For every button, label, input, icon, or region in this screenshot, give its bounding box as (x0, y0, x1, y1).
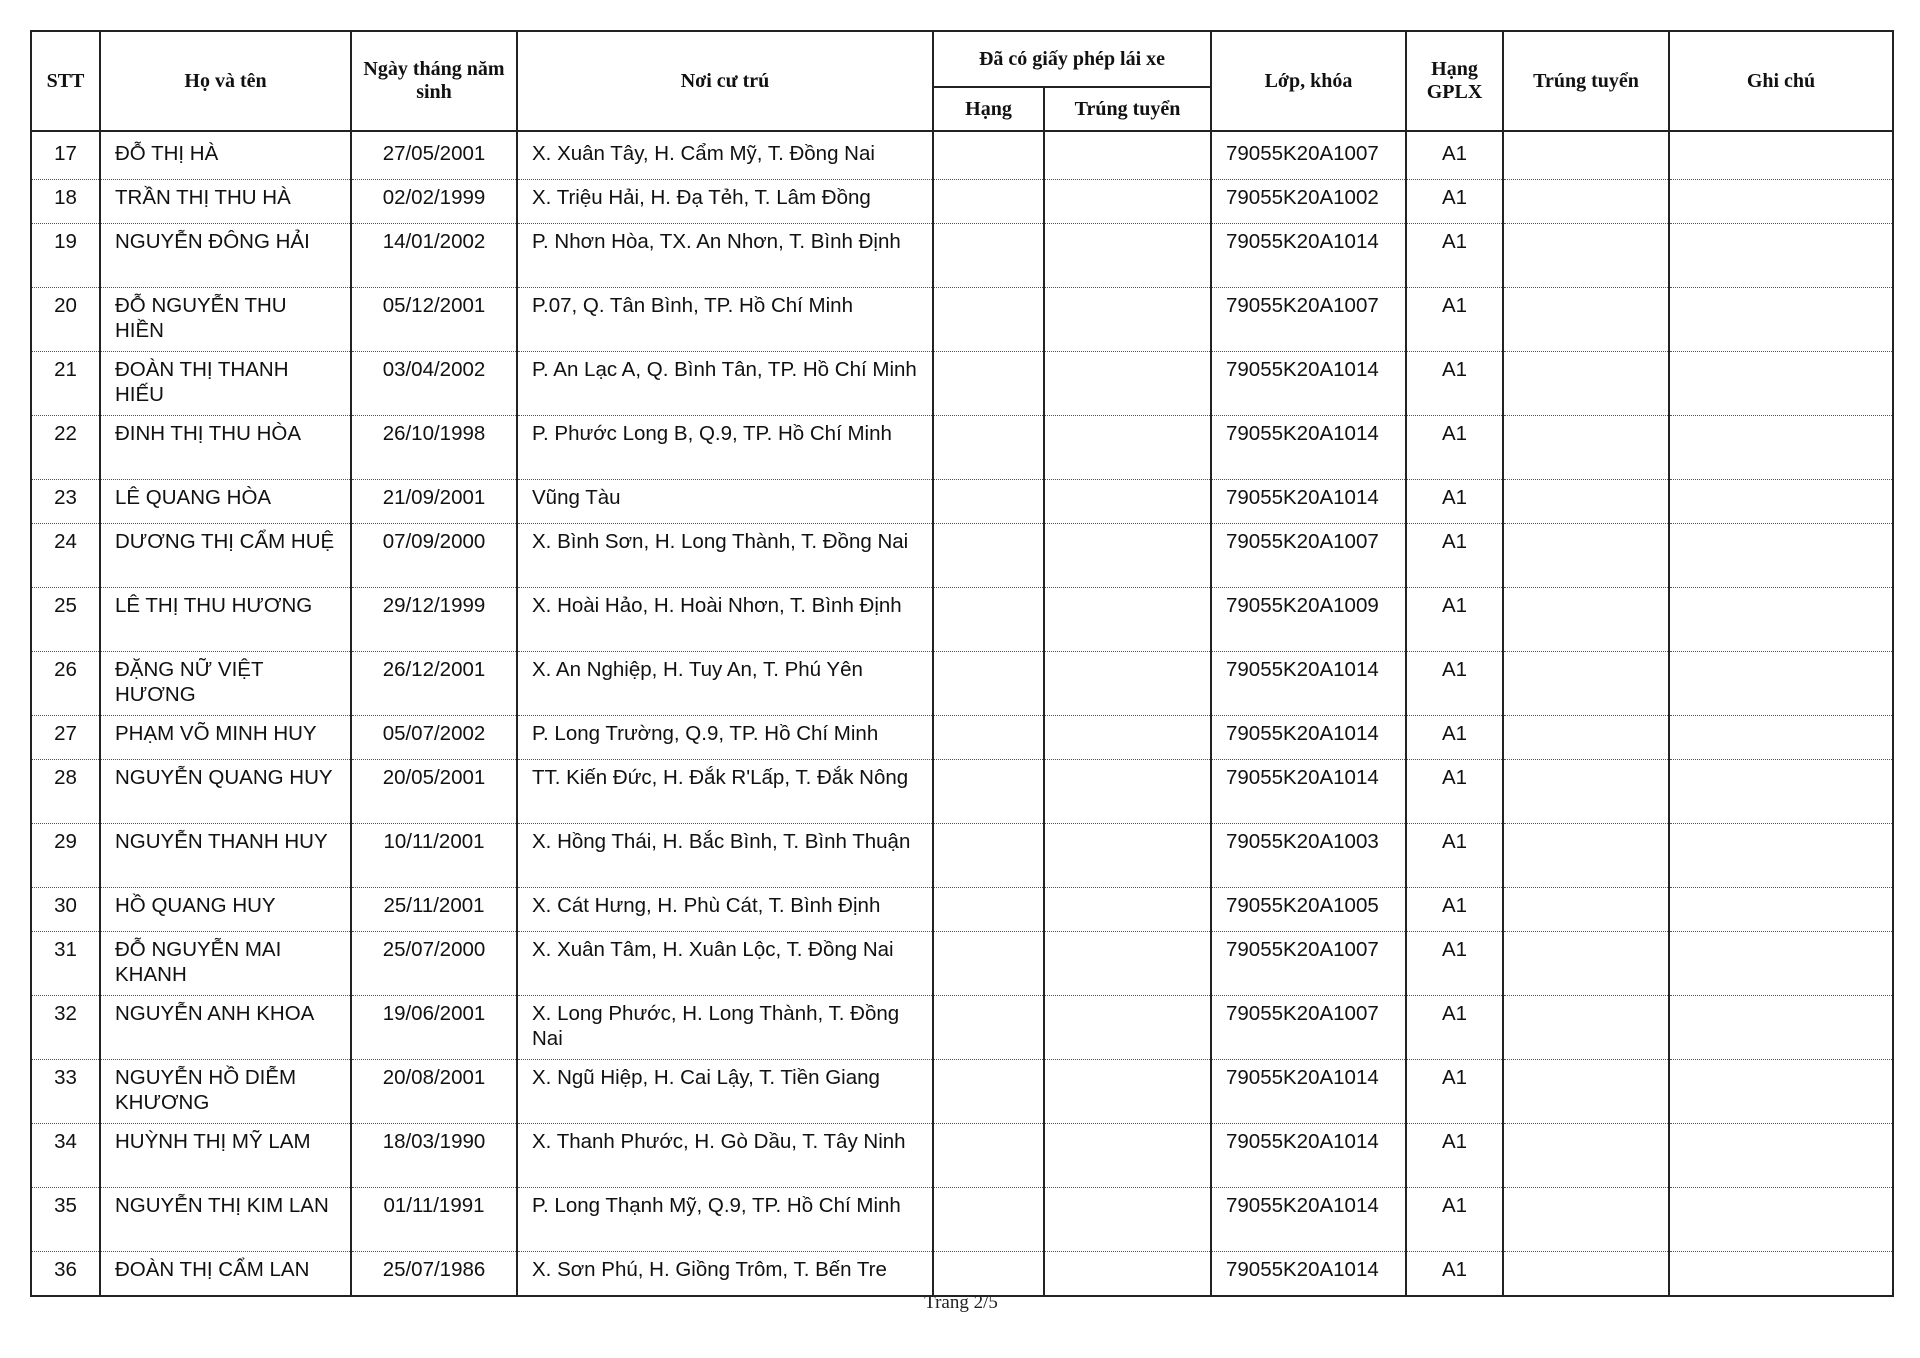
cell-stt: 17 (31, 131, 100, 180)
cell-stt: 23 (31, 480, 100, 524)
cell-address: X. Hồng Thái, H. Bắc Bình, T. Bình Thuận (517, 824, 933, 888)
cell-gplx: A1 (1406, 716, 1503, 760)
cell-name: ĐẶNG NỮ VIỆT HƯƠNG (100, 652, 351, 716)
cell-license-pass (1044, 480, 1211, 524)
cell-license-class (933, 760, 1044, 824)
cell-dob: 27/05/2001 (351, 131, 517, 180)
cell-address: X. An Nghiệp, H. Tuy An, T. Phú Yên (517, 652, 933, 716)
cell-name: LÊ THỊ THU HƯƠNG (100, 588, 351, 652)
cell-name: NGUYỄN THỊ KIM LAN (100, 1188, 351, 1252)
cell-class-course: 79055K20A1005 (1211, 888, 1406, 932)
cell-note (1669, 996, 1893, 1060)
cell-address: P.07, Q. Tân Bình, TP. Hồ Chí Minh (517, 288, 933, 352)
cell-address: X. Thanh Phước, H. Gò Dầu, T. Tây Ninh (517, 1124, 933, 1188)
cell-pass (1503, 1060, 1669, 1124)
cell-note (1669, 288, 1893, 352)
cell-stt: 31 (31, 932, 100, 996)
driver-license-table (30, 30, 1894, 1297)
cell-gplx: A1 (1406, 652, 1503, 716)
cell-license-class (933, 824, 1044, 888)
cell-license-class (933, 352, 1044, 416)
cell-name: NGUYỄN HỒ DIỄM KHƯƠNG (100, 1060, 351, 1124)
cell-address: X. Long Phước, H. Long Thành, T. Đồng Nai (517, 996, 933, 1060)
cell-license-pass (1044, 416, 1211, 480)
cell-address: X. Xuân Tâm, H. Xuân Lộc, T. Đồng Nai (517, 932, 933, 996)
cell-name: ĐỖ NGUYỄN MAI KHANH (100, 932, 351, 996)
cell-license-class (933, 652, 1044, 716)
cell-stt: 26 (31, 652, 100, 716)
cell-license-class (933, 716, 1044, 760)
table-body (31, 131, 1893, 1296)
cell-dob: 02/02/1999 (351, 180, 517, 224)
table-row (31, 1188, 1893, 1252)
cell-dob: 26/10/1998 (351, 416, 517, 480)
cell-address: X. Bình Sơn, H. Long Thành, T. Đồng Nai (517, 524, 933, 588)
header-address: Nơi cư trú (517, 31, 933, 131)
table-row (31, 1124, 1893, 1188)
table-header (31, 31, 1893, 131)
cell-class-course: 79055K20A1009 (1211, 588, 1406, 652)
cell-class-course: 79055K20A1007 (1211, 131, 1406, 180)
table-row (31, 416, 1893, 480)
cell-address: Vũng Tàu (517, 480, 933, 524)
cell-name: DƯƠNG THỊ CẨM HUỆ (100, 524, 351, 588)
cell-gplx: A1 (1406, 288, 1503, 352)
cell-pass (1503, 180, 1669, 224)
cell-note (1669, 1252, 1893, 1297)
cell-stt: 34 (31, 1124, 100, 1188)
cell-license-pass (1044, 1124, 1211, 1188)
cell-pass (1503, 224, 1669, 288)
cell-name: NGUYỄN THANH HUY (100, 824, 351, 888)
cell-address: P. Nhơn Hòa, TX. An Nhơn, T. Bình Định (517, 224, 933, 288)
cell-dob: 10/11/2001 (351, 824, 517, 888)
cell-license-class (933, 416, 1044, 480)
cell-stt: 18 (31, 180, 100, 224)
cell-note (1669, 760, 1893, 824)
cell-class-course: 79055K20A1002 (1211, 180, 1406, 224)
cell-name: HỒ QUANG HUY (100, 888, 351, 932)
cell-license-pass (1044, 760, 1211, 824)
cell-dob: 25/11/2001 (351, 888, 517, 932)
cell-pass (1503, 652, 1669, 716)
cell-note (1669, 888, 1893, 932)
cell-gplx: A1 (1406, 224, 1503, 288)
cell-license-class (933, 224, 1044, 288)
cell-note (1669, 1124, 1893, 1188)
cell-note (1669, 1060, 1893, 1124)
cell-name: NGUYỄN QUANG HUY (100, 760, 351, 824)
header-license-group: Đã có giấy phép lái xe (933, 31, 1211, 87)
cell-note (1669, 180, 1893, 224)
cell-license-class (933, 996, 1044, 1060)
cell-class-course: 79055K20A1014 (1211, 760, 1406, 824)
table-row (31, 1060, 1893, 1124)
cell-license-class (933, 524, 1044, 588)
cell-class-course: 79055K20A1007 (1211, 996, 1406, 1060)
header-name: Họ và tên (100, 31, 351, 131)
header-note: Ghi chú (1669, 31, 1893, 131)
cell-license-class (933, 131, 1044, 180)
cell-class-course: 79055K20A1014 (1211, 1060, 1406, 1124)
cell-pass (1503, 996, 1669, 1060)
cell-pass (1503, 1124, 1669, 1188)
cell-gplx: A1 (1406, 524, 1503, 588)
cell-class-course: 79055K20A1014 (1211, 480, 1406, 524)
cell-gplx: A1 (1406, 1060, 1503, 1124)
cell-gplx: A1 (1406, 996, 1503, 1060)
cell-name: ĐOÀN THỊ CẨM LAN (100, 1252, 351, 1297)
cell-gplx: A1 (1406, 888, 1503, 932)
cell-address: P. An Lạc A, Q. Bình Tân, TP. Hồ Chí Minh (517, 352, 933, 416)
cell-stt: 22 (31, 416, 100, 480)
cell-pass (1503, 824, 1669, 888)
cell-stt: 29 (31, 824, 100, 888)
cell-stt: 27 (31, 716, 100, 760)
cell-address: P. Phước Long B, Q.9, TP. Hồ Chí Minh (517, 416, 933, 480)
table-row (31, 224, 1893, 288)
cell-stt: 28 (31, 760, 100, 824)
cell-dob: 05/12/2001 (351, 288, 517, 352)
cell-license-pass (1044, 888, 1211, 932)
cell-license-class (933, 480, 1044, 524)
cell-gplx: A1 (1406, 352, 1503, 416)
cell-license-class (933, 888, 1044, 932)
cell-class-course: 79055K20A1014 (1211, 1124, 1406, 1188)
cell-license-pass (1044, 1252, 1211, 1297)
cell-note (1669, 716, 1893, 760)
cell-stt: 24 (31, 524, 100, 588)
cell-gplx: A1 (1406, 760, 1503, 824)
cell-pass (1503, 131, 1669, 180)
cell-note (1669, 480, 1893, 524)
table-row (31, 716, 1893, 760)
cell-pass (1503, 288, 1669, 352)
cell-address: P. Long Thạnh Mỹ, Q.9, TP. Hồ Chí Minh (517, 1188, 933, 1252)
cell-dob: 14/01/2002 (351, 224, 517, 288)
cell-gplx: A1 (1406, 180, 1503, 224)
cell-license-pass (1044, 180, 1211, 224)
cell-license-class (933, 180, 1044, 224)
cell-license-pass (1044, 588, 1211, 652)
header-license-pass: Trúng tuyển (1044, 87, 1211, 131)
cell-stt: 20 (31, 288, 100, 352)
cell-stt: 25 (31, 588, 100, 652)
table-row (31, 996, 1893, 1060)
header-dob: Ngày tháng năm sinh (351, 31, 517, 131)
cell-name: ĐOÀN THỊ THANH HIẾU (100, 352, 351, 416)
cell-license-pass (1044, 224, 1211, 288)
cell-note (1669, 131, 1893, 180)
cell-dob: 05/07/2002 (351, 716, 517, 760)
cell-dob: 25/07/2000 (351, 932, 517, 996)
cell-license-pass (1044, 824, 1211, 888)
cell-note (1669, 824, 1893, 888)
table-row (31, 932, 1893, 996)
cell-stt: 35 (31, 1188, 100, 1252)
cell-address: P. Long Trường, Q.9, TP. Hồ Chí Minh (517, 716, 933, 760)
cell-gplx: A1 (1406, 824, 1503, 888)
cell-license-class (933, 588, 1044, 652)
cell-pass (1503, 760, 1669, 824)
cell-gplx: A1 (1406, 932, 1503, 996)
table-row (31, 524, 1893, 588)
header-license-class: Hạng (933, 87, 1044, 131)
cell-name: ĐỖ THỊ HÀ (100, 131, 351, 180)
cell-pass (1503, 1252, 1669, 1297)
table-row (31, 888, 1893, 932)
cell-dob: 29/12/1999 (351, 588, 517, 652)
cell-class-course: 79055K20A1007 (1211, 524, 1406, 588)
header-gplx-class: Hạng GPLX (1406, 31, 1503, 131)
cell-pass (1503, 588, 1669, 652)
cell-license-class (933, 932, 1044, 996)
cell-gplx: A1 (1406, 588, 1503, 652)
document-page (30, 30, 1892, 1313)
cell-gplx: A1 (1406, 1188, 1503, 1252)
cell-address: X. Triệu Hải, H. Đạ Tẻh, T. Lâm Đồng (517, 180, 933, 224)
table-row (31, 352, 1893, 416)
cell-note (1669, 652, 1893, 716)
cell-address: X. Ngũ Hiệp, H. Cai Lậy, T. Tiền Giang (517, 1060, 933, 1124)
cell-license-pass (1044, 288, 1211, 352)
cell-pass (1503, 416, 1669, 480)
cell-class-course: 79055K20A1007 (1211, 288, 1406, 352)
table-row (31, 180, 1893, 224)
cell-stt: 32 (31, 996, 100, 1060)
table-row (31, 588, 1893, 652)
cell-class-course: 79055K20A1014 (1211, 716, 1406, 760)
cell-name: PHẠM VÕ MINH HUY (100, 716, 351, 760)
cell-license-pass (1044, 932, 1211, 996)
cell-note (1669, 224, 1893, 288)
cell-name: NGUYỄN ANH KHOA (100, 996, 351, 1060)
cell-pass (1503, 352, 1669, 416)
cell-class-course: 79055K20A1003 (1211, 824, 1406, 888)
cell-dob: 18/03/1990 (351, 1124, 517, 1188)
cell-license-pass (1044, 1188, 1211, 1252)
cell-gplx: A1 (1406, 480, 1503, 524)
cell-class-course: 79055K20A1014 (1211, 352, 1406, 416)
cell-class-course: 79055K20A1014 (1211, 224, 1406, 288)
cell-license-class (933, 1252, 1044, 1297)
cell-pass (1503, 888, 1669, 932)
cell-name: HUỲNH THỊ MỸ LAM (100, 1124, 351, 1188)
cell-gplx: A1 (1406, 416, 1503, 480)
table-row (31, 652, 1893, 716)
cell-address: X. Sơn Phú, H. Giồng Trôm, T. Bến Tre (517, 1252, 933, 1297)
cell-dob: 07/09/2000 (351, 524, 517, 588)
cell-class-course: 79055K20A1014 (1211, 1252, 1406, 1297)
cell-pass (1503, 1188, 1669, 1252)
header-class-course: Lớp, khóa (1211, 31, 1406, 131)
table-row (31, 288, 1893, 352)
cell-license-class (933, 288, 1044, 352)
cell-address: TT. Kiến Đức, H. Đắk R'Lấp, T. Đắk Nông (517, 760, 933, 824)
cell-class-course: 79055K20A1007 (1211, 932, 1406, 996)
cell-name: TRẦN THỊ THU HÀ (100, 180, 351, 224)
cell-license-pass (1044, 352, 1211, 416)
table-row (31, 480, 1893, 524)
cell-note (1669, 524, 1893, 588)
cell-note (1669, 352, 1893, 416)
cell-license-class (933, 1124, 1044, 1188)
table-row (31, 824, 1893, 888)
cell-dob: 26/12/2001 (351, 652, 517, 716)
cell-name: ĐỖ NGUYỄN THU HIỀN (100, 288, 351, 352)
table-row (31, 760, 1893, 824)
cell-stt: 36 (31, 1252, 100, 1297)
cell-dob: 03/04/2002 (351, 352, 517, 416)
cell-gplx: A1 (1406, 1124, 1503, 1188)
cell-note (1669, 932, 1893, 996)
cell-name: NGUYỄN ĐÔNG HẢI (100, 224, 351, 288)
cell-license-pass (1044, 1060, 1211, 1124)
cell-license-pass (1044, 716, 1211, 760)
cell-license-class (933, 1188, 1044, 1252)
cell-stt: 33 (31, 1060, 100, 1124)
cell-note (1669, 588, 1893, 652)
table-row (31, 1252, 1893, 1297)
cell-pass (1503, 716, 1669, 760)
cell-address: X. Hoài Hảo, H. Hoài Nhơn, T. Bình Định (517, 588, 933, 652)
cell-gplx: A1 (1406, 131, 1503, 180)
header-pass: Trúng tuyển (1503, 31, 1669, 131)
cell-stt: 19 (31, 224, 100, 288)
cell-dob: 21/09/2001 (351, 480, 517, 524)
cell-dob: 25/07/1986 (351, 1252, 517, 1297)
table-row (31, 131, 1893, 180)
cell-class-course: 79055K20A1014 (1211, 416, 1406, 480)
cell-dob: 20/05/2001 (351, 760, 517, 824)
cell-note (1669, 1188, 1893, 1252)
cell-note (1669, 416, 1893, 480)
cell-class-course: 79055K20A1014 (1211, 1188, 1406, 1252)
cell-class-course: 79055K20A1014 (1211, 652, 1406, 716)
cell-pass (1503, 480, 1669, 524)
cell-gplx: A1 (1406, 1252, 1503, 1297)
cell-stt: 21 (31, 352, 100, 416)
cell-license-class (933, 1060, 1044, 1124)
cell-dob: 19/06/2001 (351, 996, 517, 1060)
cell-dob: 01/11/1991 (351, 1188, 517, 1252)
cell-dob: 20/08/2001 (351, 1060, 517, 1124)
page-number: Trang 2/5 (924, 1292, 998, 1313)
cell-license-pass (1044, 652, 1211, 716)
cell-name: LÊ QUANG HÒA (100, 480, 351, 524)
cell-pass (1503, 524, 1669, 588)
header-stt: STT (31, 31, 100, 131)
cell-license-pass (1044, 524, 1211, 588)
cell-address: X. Cát Hưng, H. Phù Cát, T. Bình Định (517, 888, 933, 932)
cell-pass (1503, 932, 1669, 996)
cell-license-pass (1044, 996, 1211, 1060)
cell-name: ĐINH THỊ THU HÒA (100, 416, 351, 480)
cell-address: X. Xuân Tây, H. Cẩm Mỹ, T. Đồng Nai (517, 131, 933, 180)
cell-stt: 30 (31, 888, 100, 932)
cell-license-pass (1044, 131, 1211, 180)
